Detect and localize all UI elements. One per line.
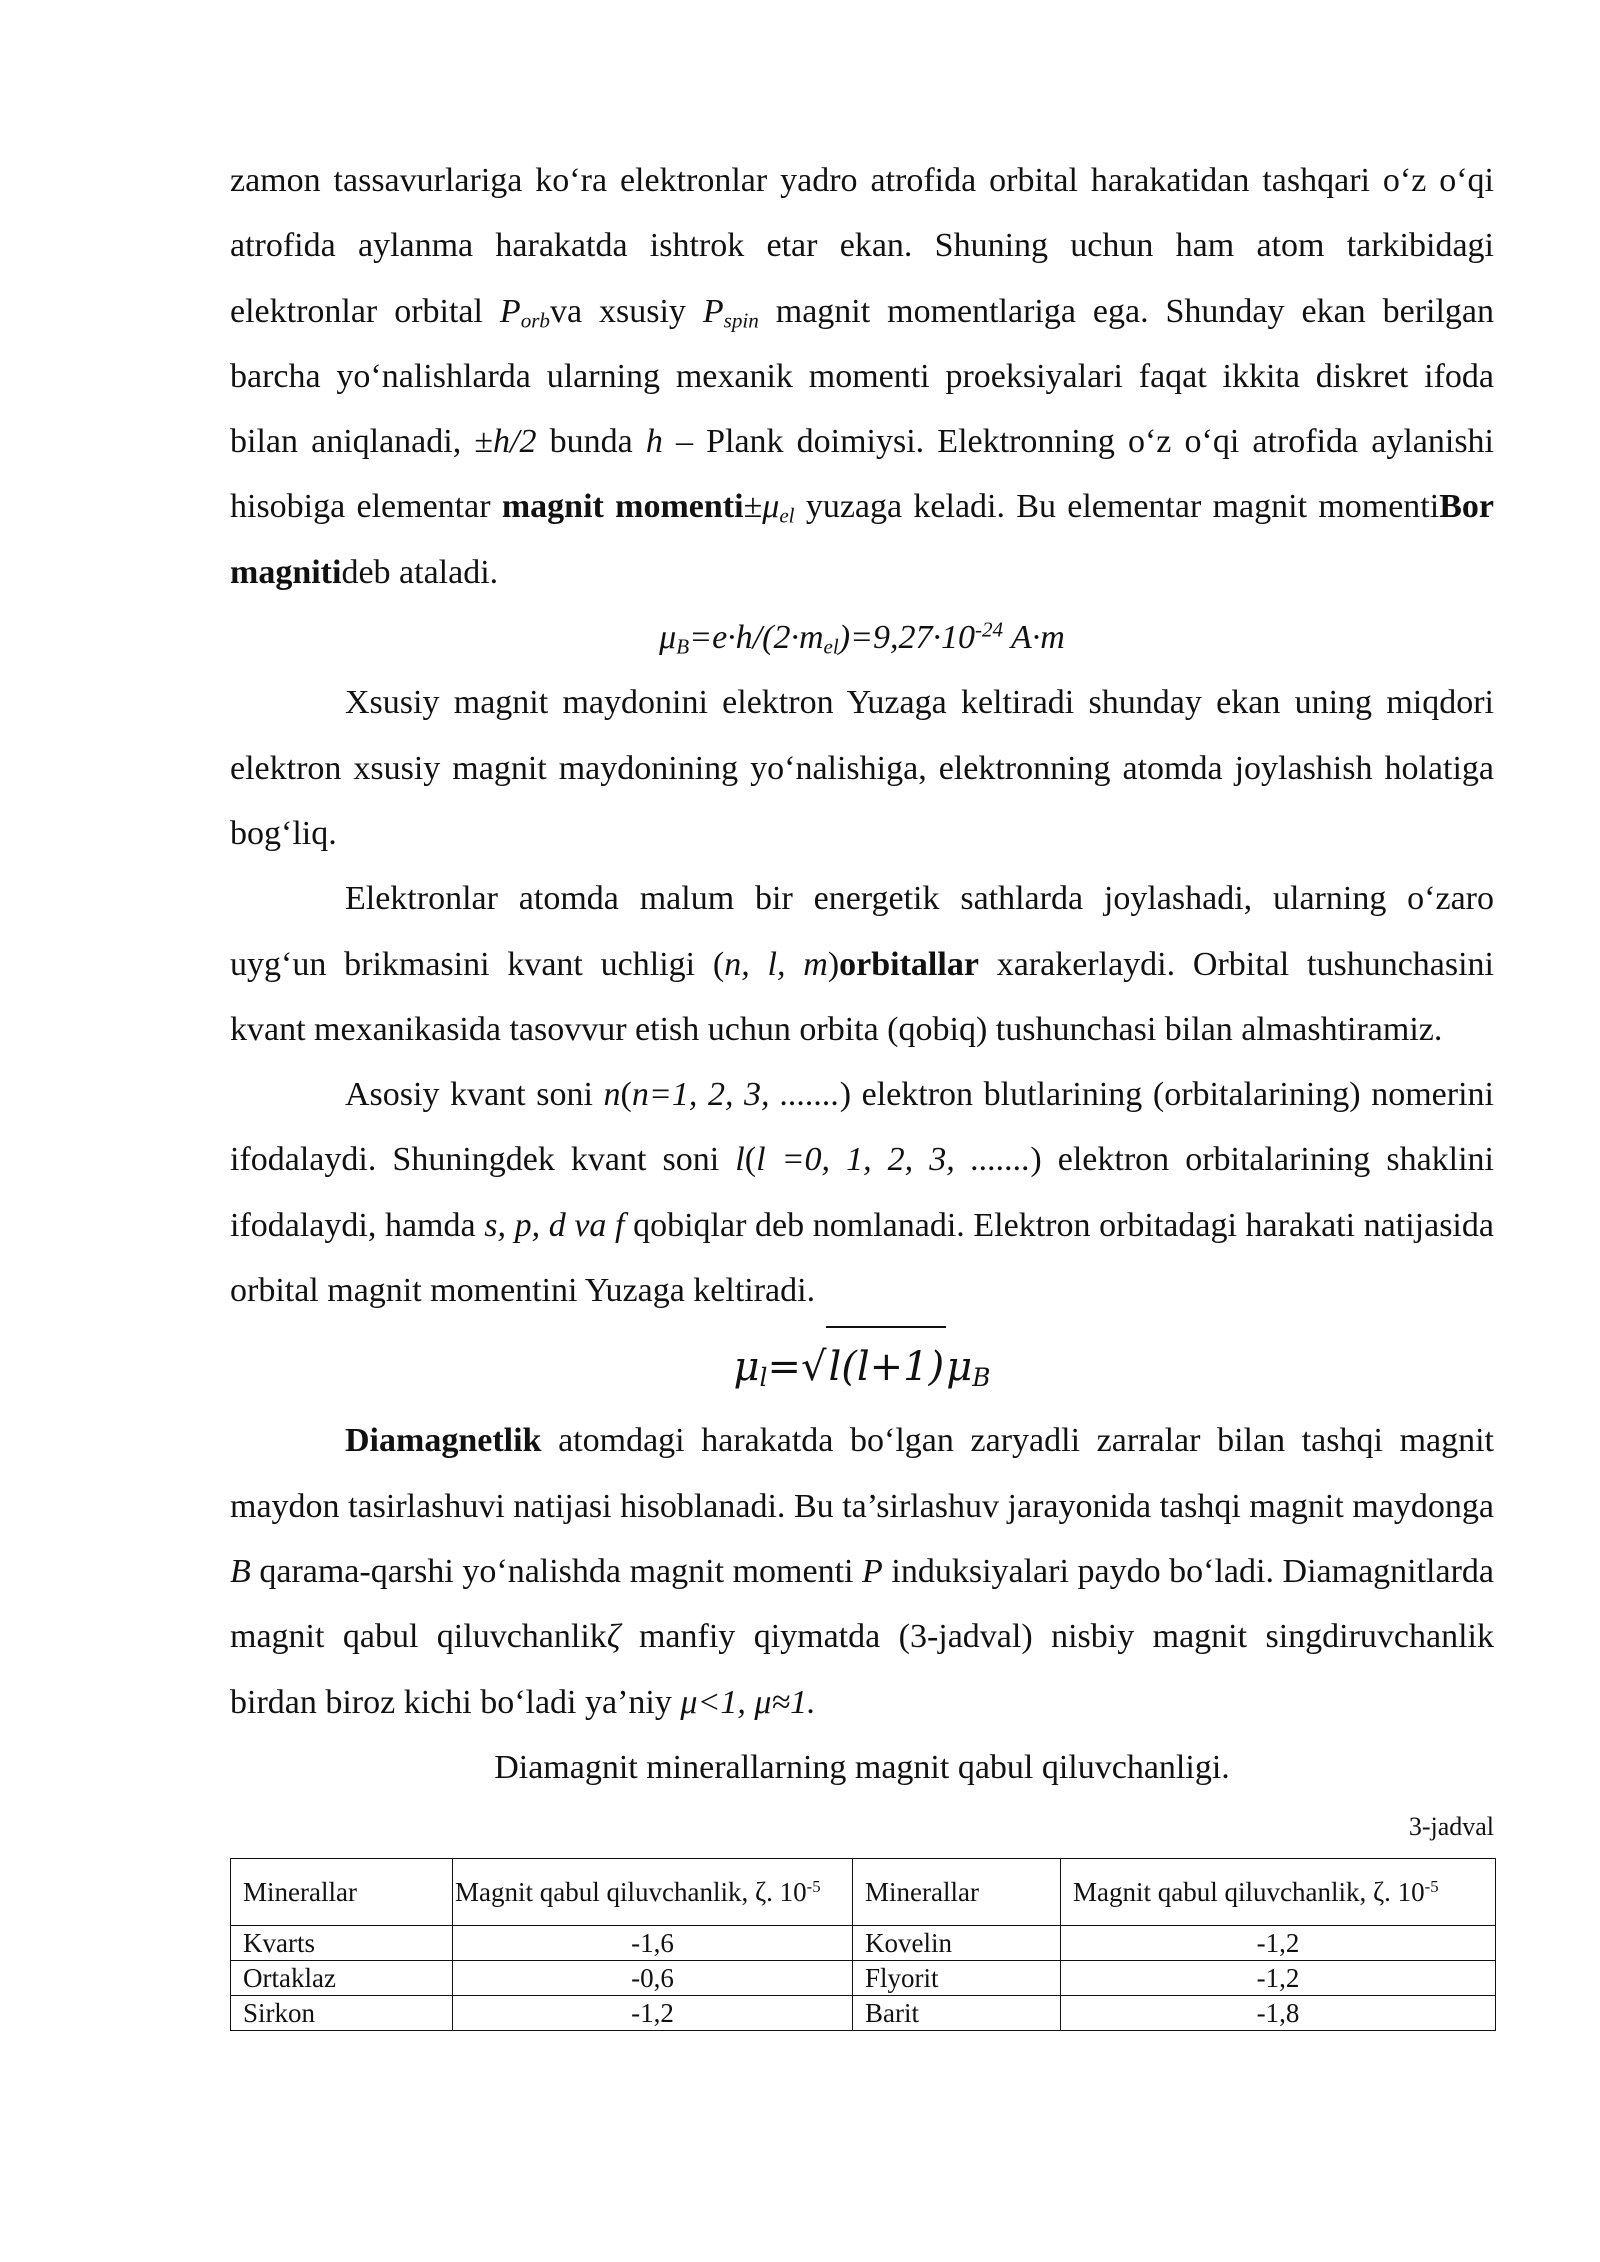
quantum-numbers: n, l, m [724, 945, 828, 983]
mu-relation: μ<1, μ≈1. [680, 1683, 816, 1721]
text-run: ) elektron orbitalarining shaklini ifodalaydi, hamda [230, 1141, 1495, 1244]
paragraph-intrinsic-field: Xsusiy magnit maydonini elektron Yuzaga keltiradi shunday ekan uning miqdori elektron xsusiy magnit maydonining yo‘nalishiga, elektronning atomda joylashish holatiga bog‘liq. [230, 684, 1494, 852]
text-run: va xsusiy [549, 292, 703, 330]
text-run: qobiqlar deb nomlanadi. Elektron orbitadagi harakati natijasida orbital magnit momentini Yuzaga keltiradi. [230, 1206, 1494, 1310]
subscript-el: el [823, 634, 839, 659]
mineral-cell: Kovelin [853, 1926, 1061, 1961]
sqrt-argument: l(l+1) [826, 1326, 946, 1406]
text-run: bunda [536, 423, 646, 461]
mineral-cell: Sirkon [231, 1996, 453, 2031]
mineral-cell: Flyorit [853, 1961, 1061, 1996]
formula-part: )=9,27·10 [838, 619, 975, 657]
formula-part: =e·h/(2·m [689, 619, 824, 657]
equals-sign: = [767, 1344, 801, 1391]
paragraph-diamagnetism [230, 1408, 1494, 1734]
symbol-h-half: h/2 [493, 423, 537, 461]
text-run: ( [620, 1076, 632, 1114]
symbol-mu: μ [762, 488, 780, 526]
value-cell: -0,6 [453, 1961, 853, 1996]
l-values: l =0, 1, 2, 3, ....... [756, 1141, 1031, 1179]
paragraph-quantum-numbers [230, 1062, 1494, 1323]
subscript-orb: orb [520, 307, 550, 332]
symbol-p: P [499, 292, 521, 330]
table-label: 3-jadval [1408, 1812, 1494, 1842]
header-susceptibility-text: Magnit qabul qiluvchanlik, ζ. 10 [1073, 1877, 1425, 1908]
header-exponent: -5 [806, 1876, 821, 1896]
table-row [231, 1926, 1496, 1961]
value-cell: -1,6 [453, 1926, 853, 1961]
subscript-b: B [676, 634, 690, 659]
term-bohr-magneton: Bor magniti [230, 488, 1494, 591]
symbol-zeta: ζ [606, 1618, 621, 1656]
paragraph-orbitals [230, 866, 1494, 1062]
exponent: -24 [974, 617, 1004, 642]
term-diamagnetism: Diamagnetlik [345, 1422, 542, 1460]
header-minerals: Minerallar [853, 1859, 1061, 1926]
text-run: Elektronlar atomda malum bir energetik sathlarda joylashadi, ularning o‘zaro uyg‘un brikmasini kvant uchligi ( [230, 880, 1494, 983]
header-susceptibility-text: Magnit qabul qiluvchanlik, ζ. 10 [455, 1877, 807, 1908]
text-run: Asosiy kvant soni [345, 1076, 604, 1114]
mineral-cell: Barit [853, 1996, 1061, 2031]
symbol-n: n [603, 1076, 621, 1114]
value-cell: -1,8 [1061, 1996, 1496, 2031]
symbol-p: P [702, 292, 724, 330]
symbol-b: B [230, 1552, 251, 1590]
table-header-row [231, 1859, 1496, 1926]
text-run: xarakerlaydi. Orbital tushunchasini kvant mexanikasida tasovvur etish uchun orbita (qobiq) tushunchasi bilan almashtiramiz. [230, 945, 1494, 1048]
formula-orbital-moment [230, 1326, 1494, 1406]
paragraph-spin [230, 148, 1494, 605]
text-run: magnit momentlariga ega. Shunday ekan berilgan barcha yo‘nalishlarda ularning mexanik momenti proeksiyalari faqat ikkita diskret ifoda bilan aniqlanadi, ± [230, 292, 1495, 461]
table-row [231, 1961, 1496, 1996]
formula-bohr-magneton [230, 605, 1494, 670]
mineral-cell: Ortaklaz [231, 1961, 453, 1996]
subscript-el: el [779, 503, 795, 528]
symbol-h: h [645, 423, 663, 461]
text-run: ) [827, 945, 840, 983]
table-row [231, 1996, 1496, 2031]
shell-names: s, p, d va f [484, 1206, 625, 1244]
symbol-mu: μ [733, 1344, 760, 1391]
value-cell: -1,2 [1061, 1926, 1496, 1961]
text-run: – Plank doimiysi. Elektronning o‘z o‘qi atrofida aylanishi hisobiga elementar [230, 423, 1494, 526]
header-minerals: Minerallar [231, 1859, 453, 1926]
sqrt-icon: √ [800, 1344, 827, 1391]
susceptibility-table [230, 1858, 1496, 2031]
formula-unit: A·m [1003, 619, 1065, 657]
term-magnetic-moment: magnit momenti [501, 488, 744, 526]
text-run: zamon tassavurlariga ko‘ra elektronlar yadro atrofida orbital harakatidan tashqari o‘z o‘qi atrofida aylanma harakatda ishtrok etar ekan. Shuning uchun ham atom tarkibidagi elektronlar orbital [230, 162, 1494, 330]
text-run: ) elektron blutlarining (orbitalarining) nomerini ifodalaydi. Shuningdek kvant soni [230, 1076, 1494, 1179]
subscript-b: B [972, 1363, 991, 1393]
header-susceptibility [453, 1859, 853, 1926]
text-run: yuzaga keladi. Bu elementar magnit momenti [794, 488, 1440, 526]
subscript-l: l [759, 1363, 768, 1393]
text-run: induksiyalari paydo bo‘ladi. Diamagnitlarda magnit qabul qiluvchanlik [230, 1552, 1495, 1656]
value-cell: -1,2 [1061, 1961, 1496, 1996]
symbol-l: l [735, 1141, 745, 1179]
text-run: atomdagi harakatda bo‘lgan zaryadli zarralar bilan tashqi magnit maydon tasirlashuvi natijasi hisoblanadi. Bu ta’sirlashuv jarayonida tashqi magnit maydonga [230, 1422, 1494, 1525]
symbol-mu: μ [659, 619, 677, 657]
mineral-cell: Kvarts [231, 1926, 453, 1961]
header-susceptibility [1061, 1859, 1496, 1926]
text-run: ( [744, 1141, 757, 1179]
value-cell: -1,2 [453, 1996, 853, 2031]
header-exponent: -5 [1424, 1876, 1439, 1896]
symbol-p: P [862, 1552, 883, 1590]
subscript-spin: spin [723, 307, 759, 332]
term-orbitals: orbitallar [839, 945, 979, 983]
symbol-mu: μ [946, 1344, 973, 1391]
n-values: n=1, 2, 3, ....... [631, 1076, 840, 1114]
text-run: deb ataladi. [341, 553, 499, 591]
table-caption: Diamagnit minerallarning magnit qabul qiluvchanligi. [494, 1748, 1230, 1786]
text-run: manfiy qiymatda (3-jadval) nisbiy magnit singdiruvchanlik birdan biroz kichi bo‘ladi ya’niy [230, 1618, 1494, 1721]
page-content [230, 148, 1494, 2031]
text-run: ± [743, 488, 763, 526]
text-run: qarama-qarshi yo‘nalishda magnit momenti [250, 1552, 863, 1590]
